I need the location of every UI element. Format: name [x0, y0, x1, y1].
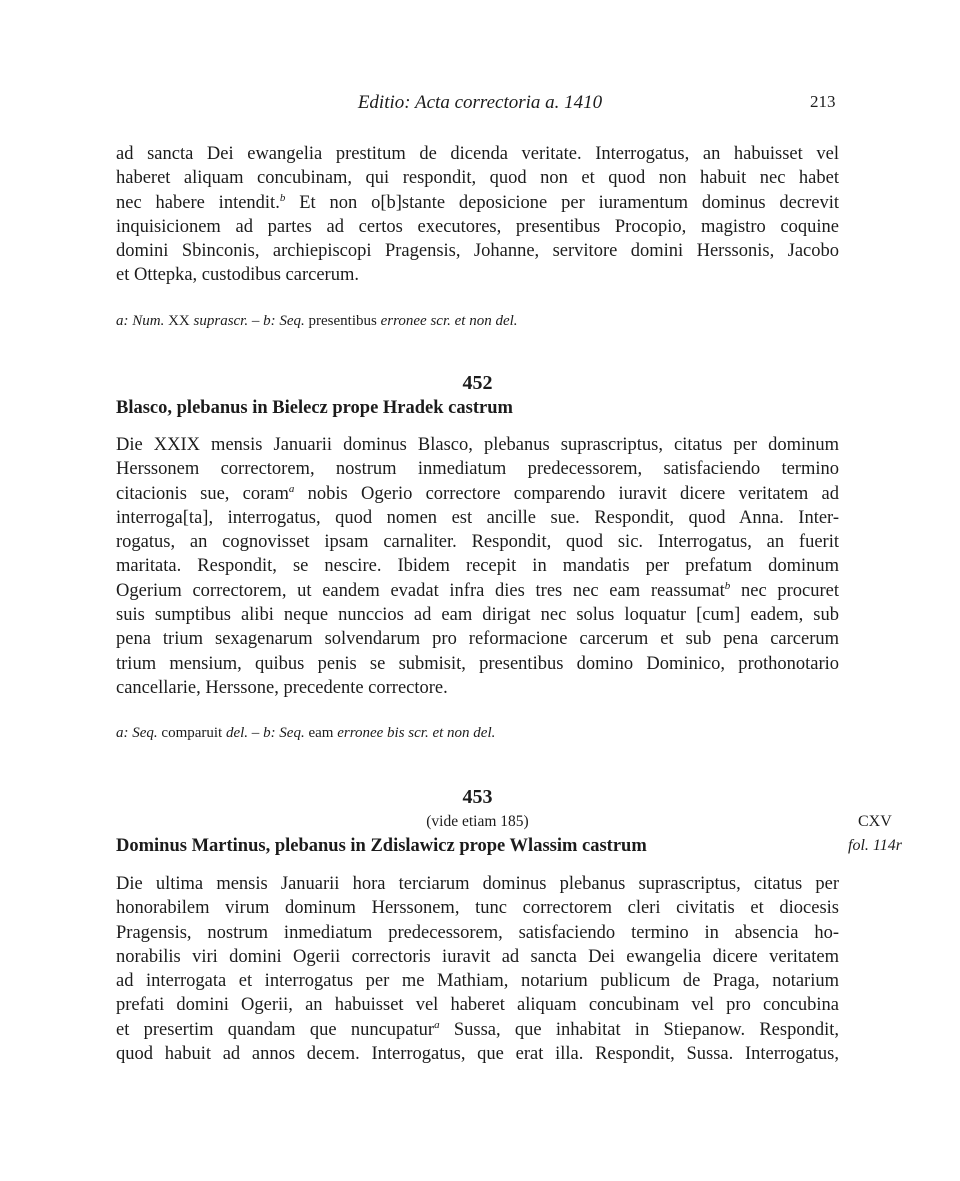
text-line: inquisicionem ad partes ad certos executores, presentibus Procopio, magistro coquine	[116, 216, 839, 237]
footnote-suffix: erronee bis scr. et non del.	[337, 725, 496, 741]
footnote-mark: b	[724, 579, 731, 592]
text-line: honorabilem virum dominum Herssonem, tunc correctorem cleri civitatis et diocesis	[116, 898, 839, 919]
text-fragment: et presertim quandam que nuncupatur	[116, 1019, 435, 1040]
text-fragment: citacionis sue, coram	[116, 483, 289, 504]
footnote-mark: b	[279, 191, 286, 204]
footnote-mark: a	[288, 482, 295, 495]
text-line: cancellarie, Herssone, precedente correctore.	[116, 677, 448, 698]
text-fragment: Ogerium correctorem, ut eandem evadat infra dies tres nec eam reassumat	[116, 580, 725, 601]
text-fragment: nec procuret	[741, 580, 840, 601]
text-fragment: nobis Ogerio correctore comparendo iuravit dicere veritatem ad	[307, 483, 839, 504]
cross-reference: (vide etiam 185)	[426, 813, 529, 830]
footnote-text: XX	[168, 313, 190, 329]
text-fragment: nec habere intendit.	[116, 192, 280, 213]
footnote-label: b: Seq.	[263, 313, 305, 329]
footnote-mark: a	[434, 1018, 440, 1031]
text-line: domini Sbinconis, archiepiscopi Pragensis, Johanne, servitore domini Herssonis, Jacobo	[116, 241, 839, 262]
footnote-text: eam	[308, 725, 334, 741]
footnote-suffix: suprascr. –	[193, 313, 260, 329]
text-line: suis sumptibus alibi neque nunccios ad eam dirigat nec solus loquatur [cum] eadem, sub	[116, 605, 839, 626]
text-line: Herssonem correctorem, nostrum inmediatum predecessorem, satisfaciendo termino	[116, 459, 839, 480]
text-line: ad interrogata et interrogatus per me Mathiam, notarium publicum de Praga, notarium	[116, 971, 839, 992]
text-line: prefati domini Ogerii, an habuisset vel haberet aliquam concubinam vel pro concubina	[116, 995, 839, 1016]
text-line: interroga[ta], interrogatus, quod nomen est ancille sue. Respondit, quod Anna. Inter-	[116, 507, 839, 528]
footnote-label: a: Num.	[116, 313, 165, 329]
entry-452-text	[116, 433, 839, 700]
text-line: pena trium sexagenarum solvendarum pro reformacione carcerum et sub pena carcerum	[116, 629, 839, 650]
entry-453-text	[116, 872, 839, 1066]
text-line	[116, 482, 839, 506]
text-line: Die ultima mensis Januarii hora terciarum dominus plebanus suprascriptus, citatus per	[116, 874, 839, 894]
text-line: rogatus, an cognovisset ipsam carnaliter. Respondit, quod sic. Interrogatus, an fuerit	[116, 532, 839, 553]
footnote-suffix: del. –	[225, 725, 260, 741]
page-number: 213	[810, 92, 836, 111]
text-line	[116, 191, 839, 215]
text-line: maritata. Respondit, se nescire. Ibidem recepit in mandatis per prefatum dominum	[116, 556, 839, 577]
text-fragment: Sussa, que inhabitat in Stiepanow. Respondit,	[453, 1019, 839, 1040]
footnote-label: b: Seq.	[263, 725, 305, 741]
continued-paragraph	[116, 142, 839, 288]
text-line: et Ottepka, custodibus carcerum.	[116, 265, 359, 286]
entry-heading-453: Dominus Martinus, plebanus in Zdislawicz prope Wlassim castrum	[116, 836, 647, 856]
text-line: haberet aliquam concubinam, qui respondit, quod non et quod non habuit nec habet	[116, 168, 839, 189]
text-line: Die XXIX mensis Januarii dominus Blasco, plebanus suprascriptus, citatus per dominum	[116, 435, 839, 455]
margin-numeral: CXV	[858, 813, 892, 830]
text-line: trium mensium, quibus penis se submisit, presentibus domino Dominico, prothonotario	[116, 653, 839, 674]
footnote-label: a: Seq.	[116, 725, 158, 741]
text-line	[116, 579, 839, 603]
text-line: Pragensis, nostrum inmediatum predecessorem, satisfaciendo termino in absencia ho-	[116, 922, 839, 943]
margin-folio: fol. 114r	[848, 837, 902, 854]
footnote-text: comparuit	[161, 725, 223, 741]
footnote-suffix: erronee scr. et non del.	[380, 313, 518, 329]
text-line	[116, 1018, 839, 1042]
text-fragment: Et non o[b]stante deposicione per iuramentum dominus decrevit	[299, 192, 840, 213]
entry-number-453: 453	[462, 786, 493, 808]
footnote-text: presentibus	[308, 313, 377, 329]
text-line: ad sancta Dei ewangelia prestitum de dicenda veritate. Interrogatus, an habuisset vel	[116, 144, 839, 164]
entry-heading-452: Blasco, plebanus in Bielecz prope Hradek castrum	[116, 398, 513, 418]
running-header-title: Editio: Acta correctoria a. 1410	[357, 92, 603, 113]
text-line: norabilis viri domini Ogerii correctoris iuravit ad sancta Dei ewangelia dicere veritatem	[116, 946, 839, 967]
footnotes-top	[116, 313, 839, 330]
entry-number-452: 452	[462, 372, 493, 394]
footnotes-452	[116, 725, 839, 742]
text-line: quod habuit ad annos decem. Interrogatus, que erat illa. Respondit, Sussa. Interrogatus,	[116, 1044, 839, 1065]
